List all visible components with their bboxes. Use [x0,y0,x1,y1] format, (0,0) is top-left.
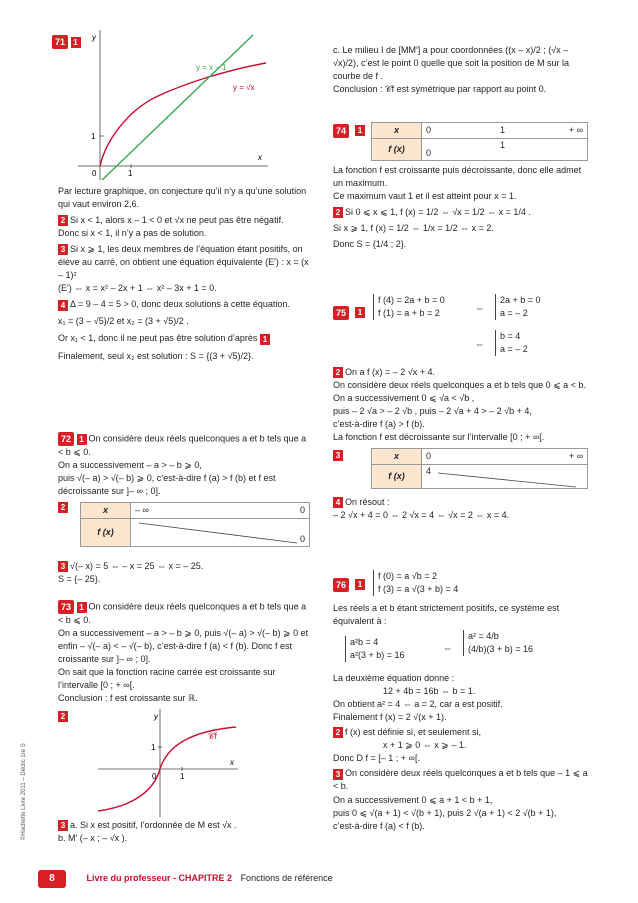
ex73-p3: On sait que la fonction racine carrée est croissante sur l’intervalle [0 ; + ∞[. [58,667,276,691]
ex74-table-f-head: f (x) [372,139,422,161]
ex73-p4: Conclusion : f est croissante sur ℝ. [58,693,198,704]
ex76-sys1b: f (3) = a √(3 + b) = 4 [378,584,459,595]
ex73-badge: 73 [58,600,74,614]
ex71-body [58,185,310,363]
ex76-sys2b: a²(3 + b) = 16 [350,650,405,661]
ex72-p2: On a successivement – a > – b ⩾ 0, [58,460,202,471]
ex73-y-label: y [154,712,158,722]
ex72-table-x-right: 0 [299,505,305,516]
ex75-table-x0: 0 [426,451,432,462]
ex76-p4: On obtient a² = 4 ⇔ a = 2, car a est positif. [333,699,503,710]
ex71-tick-zero: 0 [92,169,97,178]
ex76-q3: 3 [333,769,343,780]
ex76: 76 1 f (0) = a √b = 2 f (3) = a √(3 + b) = 4 Les réels a et b étant strictement positifs, ce système est équivalent à : a²b = 4 a²(3 + b) = 16 ⇔ a² = 4/b (4/b)(3 + b) = 16 La deuxième équation donne : 12 + 4b = 16b ⇔ b = 1. On obtient a² = 4 ⇔ a = 2, car a est positif. Finalement f (x) = 2 √(x + 1). 2 f (x) est définie si, et seulement si, x + 1 ⩾ 0 ⇔ x ⩾ – 1. Donc D f = [– 1 ; + ∞[. 3 On considère deux réels quelconques a et b tels que – 1 ⩽ a < b. On a successivement 0 ⩽ a + 1 < b + 1, puis 0 ⩽ √(a + 1) < √(b + 1), puis 2 √(a + 1) < 2 √(b + 1), c’est-à-dire f (a) < f (b). [333,568,588,833]
ex75: 75 1 f (4) = 2a + b = 0 f (1) = a + b = 2 ⇔ 2a + b = 0 a = – 2 ⇔ b = 4 a = – 2 2 On a f (x) = – 2 √x + 4. On considère deux réels quelconques a et b tels que 0 ⩽ a < b. On a successivement 0 ⩽ √a < √b , puis – 2 √a > – 2 √b , puis – 2 √a + 4 > – 2 √b + 4, c’est-à-dire f (a) > f (b). La fonction f est décroissante sur l’intervalle [0 ; + ∞[. 3 x 0 + ∞ f (x) 4 4 On résout : – 2 √x + 4 = 0 ⇔ 2 √x = 4 ⇔ √x = 2 ⇔ x = 4. [333,292,588,522]
ex75-variation-table [371,448,588,489]
ex71-graph [78,30,268,180]
ex71-tick-one-y: 1 [91,132,96,141]
ex73-p2: On a successivement – a > – b ⩾ 0, puis √(– a) > √(– b) ⩾ 0 et enfin – √(– a) < – √(– b), c’est-à-dire f (a) < f (b). Donc f est croissante sur ]– ∞ ; 0]. [58,628,309,665]
ex73-tick-one: 1 [151,743,156,753]
ex76-p12: c’est-à-dire f (a) < f (b). [333,820,425,831]
ex71-curve-label: y = √x [233,83,255,92]
ex76-q2: 2 [333,727,343,738]
ex75-system2 [495,294,541,320]
ex74 [333,122,588,251]
ex76-p8: Donc D f = [– 1 ; + ∞[. [333,753,420,764]
right-top-p1: c. Le milieu I de [MM′] a pour coordonnées ((x – x)/2 ; (√x – √x)/2), c’est le point 0 quelle que soit la position de M sur la courbe de f . [333,45,570,82]
ex75-q3: 3 [333,450,343,461]
ex74-badge: 74 [333,124,349,138]
page-footer [38,870,598,888]
ex74-table-f-bottom: 0 [426,148,432,158]
ex72-table-x-head: x [81,503,131,519]
ex76-sys1a: f (0) = a √b = 2 [378,571,437,581]
ex76-system3 [463,630,533,656]
ex75-p2: On considère deux réels quelconques a et b tels que 0 ⩽ a < b. [333,380,586,391]
ex75-system3 [495,330,528,356]
ex71-p3: Donc si x < 1, il n’y a pas de solution. [58,228,207,239]
ex73-q1: 1 [77,602,87,613]
ex76-p10: On a successivement 0 ⩽ a + 1 < b + 1, [333,794,493,805]
ex72-table-f-head: f (x) [81,519,131,547]
ex75-sys1a: f (4) = 2a + b = 0 [378,295,445,305]
ex71-p2: Si x < 1, alors x – 1 < 0 et √x ne peut pas être négatif. [70,215,284,226]
side-copyright-text: ©Hachette Livre 2011 – Déclic 1re S [21,743,27,840]
footer-chapter: Livre du professeur - CHAPITRE 2 [86,873,233,884]
ex75-table-f-top: 4 [426,466,432,477]
ex73-x-label: x [230,758,234,768]
ex72-p5: S = {– 25}. [58,574,101,585]
ex73 [58,600,310,845]
ex74-table-x-head: x [372,123,422,139]
ex75-sys2b: a = – 2 [500,308,528,319]
ex71-p6: Δ = 9 – 4 = 5 > 0, donc deux solutions à cette équation. [70,299,290,310]
ex75-p3: On a successivement 0 ⩽ √a < √b , [333,393,475,404]
ex74-p1: La fonction f est croissante puis décroissante, donc elle admet un maximum. [333,165,582,189]
ex76-p5: Finalement f (x) = 2 √(x + 1). [333,712,447,723]
ex73-p6: b. M′ (– x ; – √x ). [58,833,128,844]
right-top-p2: Conclusion : 𝒞f est symétrique par rapport au point 0. [333,84,547,95]
ex76-sys3b: (4/b)(3 + b) = 16 [468,644,534,655]
ex75-p4: puis – 2 √a > – 2 √b , puis – 2 √a + 4 > – 2 √b + 4, [333,406,532,417]
ex76-p3: 12 + 4b = 16b ⇔ b = 1. [383,686,476,697]
ex73-p5: a. Si x est positif, l’ordonnée de M est √x . [70,820,237,831]
ex73-tick-zero: 0 [152,772,157,782]
ex75-p5: c’est-à-dire f (a) > f (b). [333,419,425,430]
ex75-q1: 1 [355,307,365,318]
ex71-line-label: y = x – 1 [196,63,227,72]
ex71-p4: Si x ⩾ 1, les deux membres de l’équation étant positifs, on élève au carré, on obtient une équation équivalente (E′) : x = (x – 1)² [58,244,309,281]
ex72-table-x-left: – ∞ [135,505,149,516]
ex71-tick-one-x: 1 [128,169,133,178]
ex74-p4: Si x ⩾ 1, f (x) = 1/2 ⇔ 1/x = 1/2 ⇔ x = 2. [333,223,494,234]
ex71-p9: Finalement, seul x₂ est solution : S = {(3 + √5)/2}. [58,350,254,361]
ex75-q2: 2 [333,367,343,378]
ex72-p1: On considère deux réels quelconques a et b tels que a < b ⩽ 0. [58,433,307,457]
footer-title: Fonctions de référence [240,873,333,884]
ex74-p5: Donc S = {1/4 ; 2}. [333,239,407,250]
ex74-variation-table [371,122,588,161]
ex71-q2: 2 [58,215,68,226]
ex75-p6: La fonction f est décroissante sur l’intervalle [0 ; + ∞[. [333,432,545,443]
ex73-q2: 2 [58,711,68,722]
ex76-p2: La deuxième équation donne : [333,673,455,684]
ex72-q3: 3 [58,561,68,572]
ex76-p7: x + 1 ⩾ 0 ⇔ x ⩾ – 1. [383,740,467,751]
ex76-p1: Les réels a et b étant strictement positifs, ce système est équivalent à : [333,603,560,627]
ex71-x-label: x [258,153,262,162]
ex72-p4: √(– x) = 5 ⇔ – x = 25 ⇔ x = – 25. [70,561,204,572]
ex74-table-f-top: 1 [500,140,506,151]
ex75-sys3b: a = – 2 [500,344,528,355]
ex75-decreasing-arrow [436,471,586,491]
ex71-badge: 71 [52,35,68,49]
ex74-p3: Si 0 ⩽ x ⩽ 1, f (x) = 1/2 ⇔ √x = 1/2 ⇔ x = 1/4 . [345,207,531,218]
ex73-continued [333,44,588,96]
ex71-line [100,35,253,180]
ex73-graph [98,709,238,817]
ex73-tick-one-x: 1 [180,772,185,782]
ex74-table-x1: 1 [500,125,506,135]
ex73-q3: 3 [58,820,68,831]
ex75-p7: On résout : [345,497,390,508]
ex74-q1: 1 [355,125,365,136]
ex76-q1: 1 [355,579,365,590]
ex72-variation-table [80,502,310,547]
ex71-p7: x₁ = (3 – √5)/2 et x₂ = (3 + √5)/2 . [58,316,189,327]
ex72-table-f-right: 0 [299,534,305,545]
ex72-badge: 72 [58,432,74,446]
ex76-badge: 76 [333,578,349,592]
ex76-system1 [373,570,458,596]
ex71-y-label: y [92,33,96,42]
ex71-q3: 3 [58,244,68,255]
ex71-p5: (E′) ⇔ x = x² – 2x + 1 ⇔ x² – 3x + 1 = 0. [58,283,217,294]
ex74-p2: Ce maximum vaut 1 et il est atteint pour x = 1. [333,191,517,202]
ex72-p3: puis √(– a) > √(– b) ⩾ 0, c’est-à-dire f (a) > f (b) et f est décroissante sur ]– ∞ ; 0]. [58,473,276,497]
ex76-p9: On considère deux réels quelconques a et b tels que – 1 ⩽ a < b. [333,768,588,792]
ex71-p8-ref: 1 [260,334,270,345]
ex75-p8: – 2 √x + 4 = 0 ⇔ 2 √x = 4 ⇔ √x = 2 ⇔ x = 4. [333,510,510,521]
side-copyright [20,640,30,840]
ex72 [58,432,310,586]
ex75-badge: 75 [333,306,349,320]
ex72-q1: 1 [77,434,87,445]
ex75-system1 [373,294,445,320]
page-number: 8 [38,870,66,888]
ex73-curve-label: 𝒞f [208,731,218,742]
ex72-decreasing-arrow [137,521,307,547]
ex76-p6: f (x) est définie si, et seulement si, [345,727,482,738]
ex74-q2: 2 [333,207,343,218]
ex75-q4: 4 [333,497,343,508]
ex72-q2: 2 [58,502,68,513]
ex75-sys2a: 2a + b = 0 [500,295,541,305]
ex73-p1: On considère deux réels quelconques a et b tels que a < b ⩽ 0. [58,601,307,625]
ex75-sys1b: f (1) = a + b = 2 [378,308,440,319]
ex76-system2 [345,636,405,662]
ex71-p1: Par lecture graphique, on conjecture qu’il n’y a qu’une solution qui vaut environ 2,6. [58,186,307,210]
ex75-p1: On a f (x) = – 2 √x + 4. [345,367,435,377]
ex74-table-x0: 0 [426,125,432,135]
ex71-p8: Or x₁ < 1, donc il ne peut pas être solution d’après [58,333,258,344]
ex75-table-f-head: f (x) [372,465,422,489]
ex71-q1: 1 [71,37,81,48]
ex75-table-x-head: x [372,449,422,465]
ex75-table-x2: + ∞ [568,451,583,462]
ex76-sys3a: a² = 4/b [468,631,499,642]
ex74-table-x2: + ∞ [568,125,583,135]
ex76-p11: puis 0 ⩽ √(a + 1) < √(b + 1), puis 2 √(a + 1) < 2 √(b + 1), [333,807,557,818]
ex75-sys3a: b = 4 [500,331,521,341]
ex76-sys2a: a²b = 4 [350,637,379,648]
ex71-q4: 4 [58,300,68,311]
ex71-sqrt-curve [100,63,266,166]
